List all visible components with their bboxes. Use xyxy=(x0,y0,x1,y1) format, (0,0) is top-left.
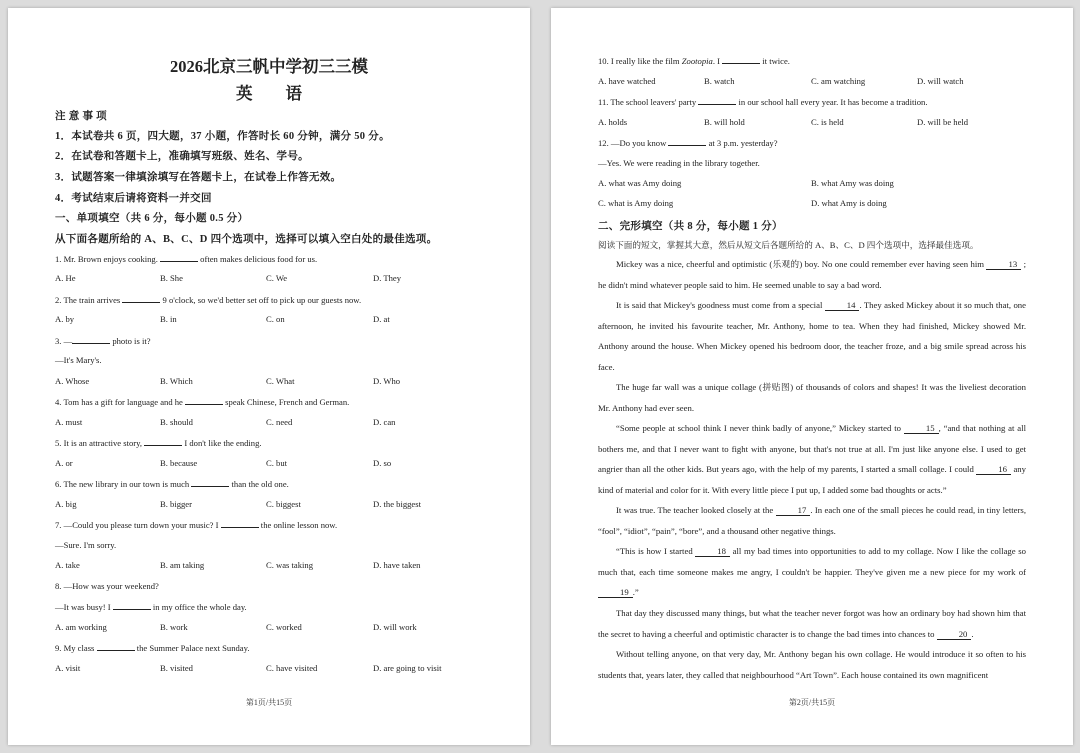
question-stem: 12. —Do you know at 3 p.m. yesterday? xyxy=(598,138,778,148)
option-c: C. have visited xyxy=(266,663,318,673)
option-d: D. Who xyxy=(373,376,401,386)
exam-page-1 xyxy=(8,8,530,745)
option-c: C. am watching xyxy=(811,76,866,86)
answer-blank xyxy=(160,253,198,262)
answer-blank xyxy=(185,396,223,405)
option-c: C. need xyxy=(266,417,293,427)
option-b: B. will hold xyxy=(704,117,745,127)
option-b: B. what Amy was doing xyxy=(811,178,894,188)
answer-blank xyxy=(668,137,706,146)
question-stem: 2. The train arrives 9 o'clock, so we'd better set off to pick up our guests now. xyxy=(55,295,362,305)
option-b: B. work xyxy=(160,622,188,632)
option-c: C. We xyxy=(266,273,288,283)
passage-paragraph: “Some people at school think I never think badly of anyone,” Mickey started to 15 , “and that nothing at all bothers me, and that I never want to fight with anyone, but that's not true at all. I'm just like anyone else. I used to get angrier than all the other kids. But years ago, with the help of my parents, I started a small collage. I could 16 any kind of material and color for it. With every little piece I put up, I added some bad thoughts or acts.” xyxy=(598,423,1026,495)
passage-paragraph: Without telling anyone, on that very day, Mr. Anthony began his own collage. He would introduce it so often to his students that, years later, they called that neighbourhood “Art Town”. Each house contained its own magnificent xyxy=(598,649,1026,680)
option-b: B. because xyxy=(160,458,198,468)
option-c: C. what is Amy doing xyxy=(598,198,674,208)
dialogue-line: —Sure. I'm sorry. xyxy=(55,540,117,550)
cloze-blank-13: 13 xyxy=(986,260,1021,270)
option-a: A. holds xyxy=(598,117,628,127)
answer-blank xyxy=(97,642,135,651)
question-stem: 8. —How was your weekend? xyxy=(55,581,159,591)
option-a: A. must xyxy=(55,417,83,427)
passage-paragraph: “This is how I started 18 all my bad times into opportunities to add to my collage. Now I like the collage so much that, each time someone makes me angry, I couldn't be happier. They've given me a new piece for my work of 19 .” xyxy=(598,546,1026,597)
answer-blank xyxy=(144,437,182,446)
notice-item: 2．在试卷和答题卡上，准确填写班级、姓名、学号。 xyxy=(55,151,309,162)
question-stem: 5. It is an attractive story, I don't like the ending. xyxy=(55,438,262,448)
passage-paragraph: That day they discussed many things, but what the teacher never forgot was how an ordinary boy had shown him that the secret to having a cheerful and optimistic character is to change the bad times into chances to 20 . xyxy=(598,608,1026,639)
answer-blank xyxy=(72,335,110,344)
option-d: D. will watch xyxy=(917,76,964,86)
dialogue-line: —It's Mary's. xyxy=(55,355,102,365)
answer-blank xyxy=(221,519,259,528)
option-c: C. What xyxy=(266,376,295,386)
option-a: A. what was Amy doing xyxy=(598,178,682,188)
dialogue-line: —Yes. We were reading in the library together. xyxy=(598,158,760,168)
notice-item: 3．试题答案一律填涂填写在答题卡上，在试卷上作答无效。 xyxy=(55,172,342,183)
option-b: B. am taking xyxy=(160,560,205,570)
option-d: D. can xyxy=(373,417,396,427)
option-a: A. Whose xyxy=(55,376,90,386)
option-d: D. They xyxy=(373,273,402,283)
cloze-blank-20: 20 xyxy=(937,630,972,640)
option-d: D. the biggest xyxy=(373,499,421,509)
dialogue-line: —It was busy! I in my office the whole day. xyxy=(55,602,247,612)
subject-title: 英 语 xyxy=(236,84,302,103)
question-stem: 4. Tom has a gift for language and he speak Chinese, French and German. xyxy=(55,397,350,407)
page-footer: 第1页/共15页 xyxy=(245,698,293,707)
passage-paragraph: The huge far wall was a unique collage (拼贴图) of thousands of colors and shapes! It was the liveliest decoration Mr. Anthony had ever seen. xyxy=(598,382,1026,413)
exam-title: 2026北京三帆中学初三三模 xyxy=(170,57,368,76)
option-a: A. visit xyxy=(55,663,81,673)
cloze-blank-14: 14 xyxy=(825,301,860,311)
cloze-blank-16: 16 xyxy=(976,465,1011,475)
cloze-blank-15: 15 xyxy=(904,424,939,434)
cloze-blank-18: 18 xyxy=(695,547,730,557)
passage-paragraph: It is said that Mickey's goodness must come from a special 14 . They asked Mickey about it so much that, one afternoon, he invited his favourite teacher, Mr. Anthony, home to tea. When they had finished, Mickey showed Mr. Anthony around the house. When Mickey opened his bedroom door, the teacher froze, and a big smile spread across his face. xyxy=(598,300,1026,372)
option-a: A. He xyxy=(55,273,76,283)
option-a: A. take xyxy=(55,560,80,570)
option-b: B. in xyxy=(160,314,177,324)
question-stem: 10. I really like the film Zootopia. I it twice. xyxy=(598,56,790,66)
page-footer: 第2页/共15页 xyxy=(788,698,836,707)
option-b: B. She xyxy=(160,273,183,283)
option-a: A. or xyxy=(55,458,73,468)
option-a: A. have watched xyxy=(598,76,656,86)
option-b: B. Which xyxy=(160,376,193,386)
section-heading: 一、单项填空（共 6 分，每小题 0.5 分） xyxy=(55,213,249,224)
option-c: C. is held xyxy=(811,117,844,127)
cloze-blank-19: 19 xyxy=(598,588,633,598)
answer-blank xyxy=(722,55,760,64)
answer-blank xyxy=(191,478,229,487)
option-d: D. will work xyxy=(373,622,417,632)
option-d: D. have taken xyxy=(373,560,421,570)
notice-heading: 注 意 事 项 xyxy=(55,111,107,122)
question-stem: 3. — photo is it? xyxy=(55,336,151,346)
option-a: A. big xyxy=(55,499,77,509)
option-d: D. at xyxy=(373,314,390,324)
notice-item: 1．本试卷共 6 页，四大题，37 小题，作答时长 60 分钟，满分 50 分。 xyxy=(55,131,390,142)
option-a: A. by xyxy=(55,314,75,324)
question-stem: 6. The new library in our town is much than the old one. xyxy=(55,479,289,489)
section-instruction: 从下面各题所给的 A、B、C、D 四个选项中，选择可以填入空白处的最佳选项。 xyxy=(55,234,438,245)
answer-blank xyxy=(113,601,151,610)
option-b: B. bigger xyxy=(160,499,192,509)
question-stem: 11. The school leavers' party in our school hall every year. It has become a tradition. xyxy=(598,97,928,107)
section-instruction: 阅读下面的短文，掌握其大意，然后从短文后各题所给的 A、B、C、D 四个选项中，选择最佳选项。 xyxy=(598,240,979,250)
option-c: C. but xyxy=(266,458,288,468)
option-c: C. was taking xyxy=(266,560,314,570)
option-c: C. on xyxy=(266,314,285,324)
passage-paragraph: It was true. The teacher looked closely at the 17 . In each one of the small pieces he could read, in tiny letters, “fool”, “idiot”, “pain”, “bore”, and a thousand other negative things. xyxy=(598,505,1026,536)
cloze-blank-17: 17 xyxy=(776,506,811,516)
question-stem: 9. My class the Summer Palace next Sunday. xyxy=(55,643,250,653)
option-d: D. will be held xyxy=(917,117,969,127)
answer-blank xyxy=(122,294,160,303)
passage-paragraph: Mickey was a nice, cheerful and optimistic (乐观的) boy. No one could remember ever having seen him 13 ; he didn't mind whatever people said to him. He seemed unable to say a bad word. xyxy=(598,259,1027,290)
option-c: C. biggest xyxy=(266,499,301,509)
question-stem: 1. Mr. Brown enjoys cooking. often makes delicious food for us. xyxy=(55,254,318,264)
option-c: C. worked xyxy=(266,622,302,632)
option-d: D. so xyxy=(373,458,392,468)
answer-blank xyxy=(698,96,736,105)
question-stem: 7. —Could you please turn down your music? I the online lesson now. xyxy=(55,520,338,530)
option-b: B. watch xyxy=(704,76,735,86)
option-a: A. am working xyxy=(55,622,107,632)
option-b: B. should xyxy=(160,417,193,427)
option-d: D. what Amy is doing xyxy=(811,198,887,208)
exam-page-2 xyxy=(551,8,1073,745)
option-b: B. visited xyxy=(160,663,193,673)
notice-item: 4．考试结束后请将资料一并交回 xyxy=(55,193,212,204)
option-d: D. are going to visit xyxy=(373,663,442,673)
section-heading: 二、完形填空（共 8 分，每小题 1 分） xyxy=(598,221,783,232)
